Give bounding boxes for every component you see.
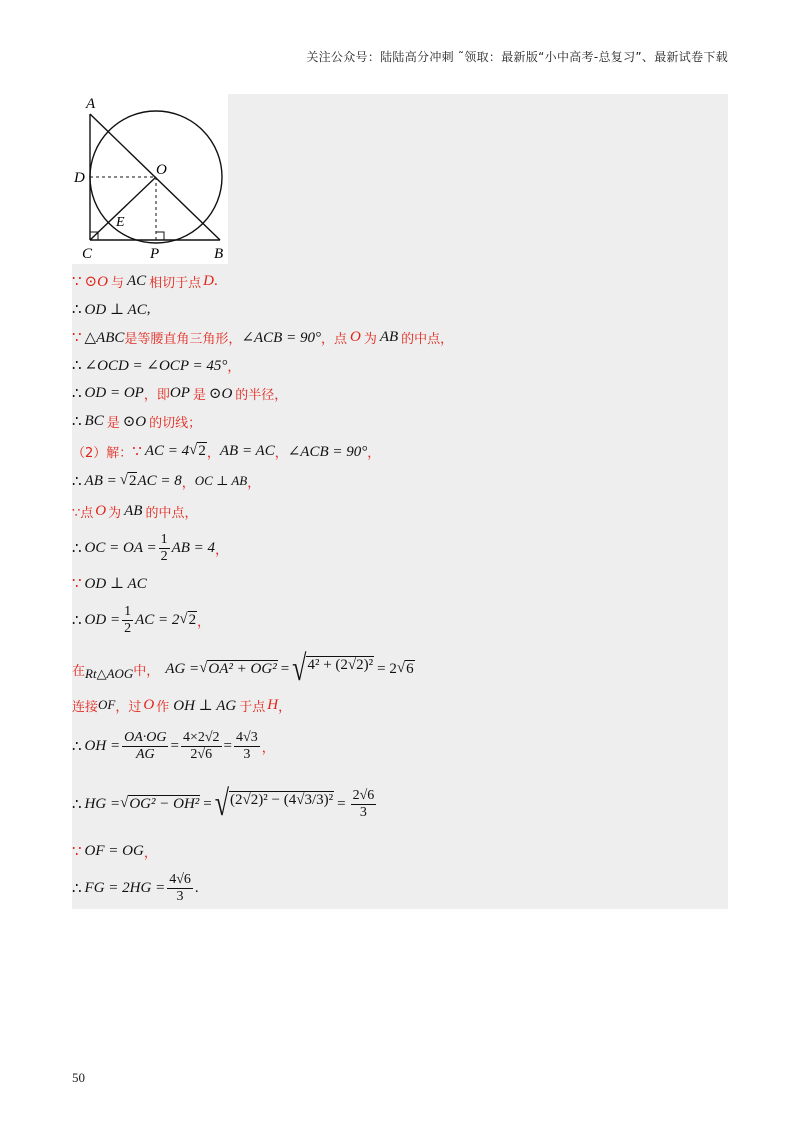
label-c: C: [82, 246, 93, 262]
right-angle-p: [156, 232, 164, 240]
math: H: [267, 696, 279, 713]
because-symbol: ∵: [72, 843, 82, 860]
therefore-symbol: ∴: [72, 473, 82, 490]
math: ⊙O: [122, 413, 147, 430]
part-label: （2）解：: [72, 445, 133, 461]
line-11: [72, 568, 147, 598]
line-2: [72, 294, 150, 324]
math: AB: [379, 328, 399, 345]
therefore-symbol: ∴: [72, 385, 82, 402]
math: =: [223, 737, 233, 754]
therefore-symbol: ∴: [72, 540, 82, 557]
label-p: P: [150, 246, 160, 262]
math: AB = AC: [219, 442, 275, 459]
therefore-symbol: ∴: [72, 880, 82, 897]
text: 的切线；: [149, 415, 202, 431]
math: AB: [124, 502, 143, 519]
text: 在: [72, 663, 86, 679]
because-symbol: ∵: [72, 575, 82, 592]
therefore-symbol: ∴: [72, 413, 82, 430]
text: 中，: [133, 663, 160, 679]
math: OF: [98, 697, 116, 712]
text: 是: [192, 387, 206, 403]
therefore-symbol: ∴: [72, 357, 82, 374]
math: = 2: [377, 660, 397, 677]
math: ⊙O: [84, 273, 108, 290]
math: FG = 2HG =: [84, 879, 166, 896]
text: 的中点，: [401, 331, 454, 347]
text: ，过: [115, 699, 142, 715]
math: =: [337, 795, 346, 812]
because-symbol: ∵: [132, 443, 142, 460]
line-1: [72, 266, 218, 296]
page-header: 关注公众号：陆陆高分冲刺 ˜领取：最新版“小中高考-总复习”、最新试卷下载: [306, 50, 728, 64]
math: HG =: [84, 795, 121, 812]
line-18: [72, 868, 199, 908]
math: AG =: [165, 660, 200, 677]
fraction: $\frac{4√3}{3}$: [236, 730, 258, 762]
math: ∠ACB = 90°: [287, 443, 368, 460]
math: OH ⊥ AG: [173, 697, 237, 714]
math: =: [280, 660, 290, 677]
text: .: [214, 272, 218, 289]
fraction: $\frac{1}{2}$: [160, 532, 168, 564]
because-symbol: ∵: [72, 329, 82, 346]
therefore-symbol: ∴: [72, 796, 82, 813]
line-7: [72, 436, 380, 466]
figure-svg: [72, 94, 228, 264]
text: ，: [367, 445, 381, 461]
line-8: [72, 466, 260, 496]
text: ，: [197, 614, 211, 630]
text: 连接: [72, 699, 99, 715]
text: ，: [278, 699, 292, 715]
math: OH =: [84, 737, 121, 754]
math: ∠ACB = 90°: [241, 329, 321, 346]
math: △ABC: [84, 329, 125, 346]
text: ，: [206, 445, 220, 461]
math: O: [143, 696, 155, 713]
fraction: $\frac{1}{2}$: [124, 604, 132, 636]
line-10: [72, 530, 228, 566]
sqrt: √ 6: [396, 660, 414, 677]
text: 是: [106, 415, 120, 431]
fraction: $\frac{4\times 2√2}{2√6}$: [182, 730, 220, 762]
line-17: [72, 836, 157, 866]
text: .: [194, 879, 199, 896]
text: ，: [215, 542, 229, 558]
math: AB = 4: [171, 539, 216, 556]
text: 与: [110, 275, 124, 291]
geometry-figure: [72, 94, 228, 264]
sqrt: √ 4² + (2√2)²: [292, 648, 374, 689]
math: O: [95, 502, 107, 519]
math: OP: [169, 384, 190, 401]
math: ∠OCD = ∠OCP = 45°: [84, 357, 228, 374]
text: ，: [247, 475, 261, 491]
text: 作: [156, 699, 170, 715]
therefore-symbol: ∴: [72, 612, 82, 629]
line-12: [72, 602, 210, 638]
text: 的半径，: [235, 387, 288, 403]
math: AC = 2: [135, 611, 180, 628]
text: 相切于点: [149, 275, 202, 291]
sqrt: √ (2√2)² − (4√3/3)²: [214, 783, 334, 824]
line-9: [72, 496, 197, 526]
text: 的中点，: [145, 505, 198, 521]
text: 为: [363, 331, 377, 347]
therefore-symbol: ∴: [72, 738, 82, 755]
math: OD ⊥ AC: [84, 575, 147, 592]
line-13: [72, 648, 415, 689]
math: OC ⊥ AB: [194, 473, 248, 488]
math: OF = OG: [84, 842, 144, 859]
text: ,: [146, 300, 151, 317]
math: ⊙O: [208, 385, 233, 402]
math: Rt△AOG: [85, 666, 134, 681]
fraction: $\frac{OA\cdot OG}{AG}$: [124, 730, 167, 762]
label-a: A: [86, 96, 96, 112]
text: ，点: [320, 331, 347, 347]
label-e: E: [116, 215, 125, 230]
math: BC: [84, 412, 104, 429]
math: OC = OA =: [84, 539, 157, 556]
text: ，: [261, 740, 275, 756]
sqrt: √ OG² − OH²: [120, 795, 200, 812]
line-14: [72, 690, 291, 720]
math: AC = 8: [137, 472, 182, 489]
text: ，: [181, 475, 195, 491]
sqrt: √ 2: [189, 442, 206, 459]
line-15: [72, 726, 275, 766]
segment-oc: [90, 177, 156, 240]
math: OD = OP: [84, 384, 144, 401]
label-b: B: [214, 246, 224, 262]
therefore-symbol: ∴: [72, 301, 82, 318]
text: ，: [227, 359, 241, 375]
line-4: [72, 350, 240, 380]
math: OD ⊥ AC: [84, 301, 147, 318]
line-5: [72, 378, 287, 408]
math: AB =: [84, 472, 117, 489]
math: O: [349, 328, 361, 345]
because-symbol: ∵: [72, 273, 82, 290]
sqrt: √ 2: [119, 472, 137, 489]
line-3: [72, 322, 453, 352]
math: AC: [126, 272, 147, 289]
math: =: [203, 795, 212, 812]
sqrt: √ OA² + OG²: [199, 660, 277, 677]
text: 为: [108, 505, 122, 521]
text: ，: [274, 445, 288, 461]
line-6: [72, 406, 201, 436]
math: AC = 4: [144, 442, 190, 459]
fraction: $\frac{2√6}{3}$: [352, 788, 375, 820]
sqrt: √ 2: [179, 611, 197, 628]
math: D: [203, 272, 214, 289]
label-d: D: [74, 170, 85, 186]
page-number: 50: [72, 1070, 85, 1085]
text: 是等腰直角三角形，: [124, 331, 242, 347]
math: =: [170, 737, 179, 754]
text: ，: [143, 845, 157, 861]
fraction: $\frac{4√6}{3}$: [169, 872, 191, 904]
math: OD =: [84, 611, 121, 628]
text: ，即: [143, 387, 170, 403]
line-16: [72, 782, 378, 826]
label-o: O: [156, 162, 167, 178]
text: ∵点: [72, 505, 94, 521]
text: 于点: [239, 699, 266, 715]
